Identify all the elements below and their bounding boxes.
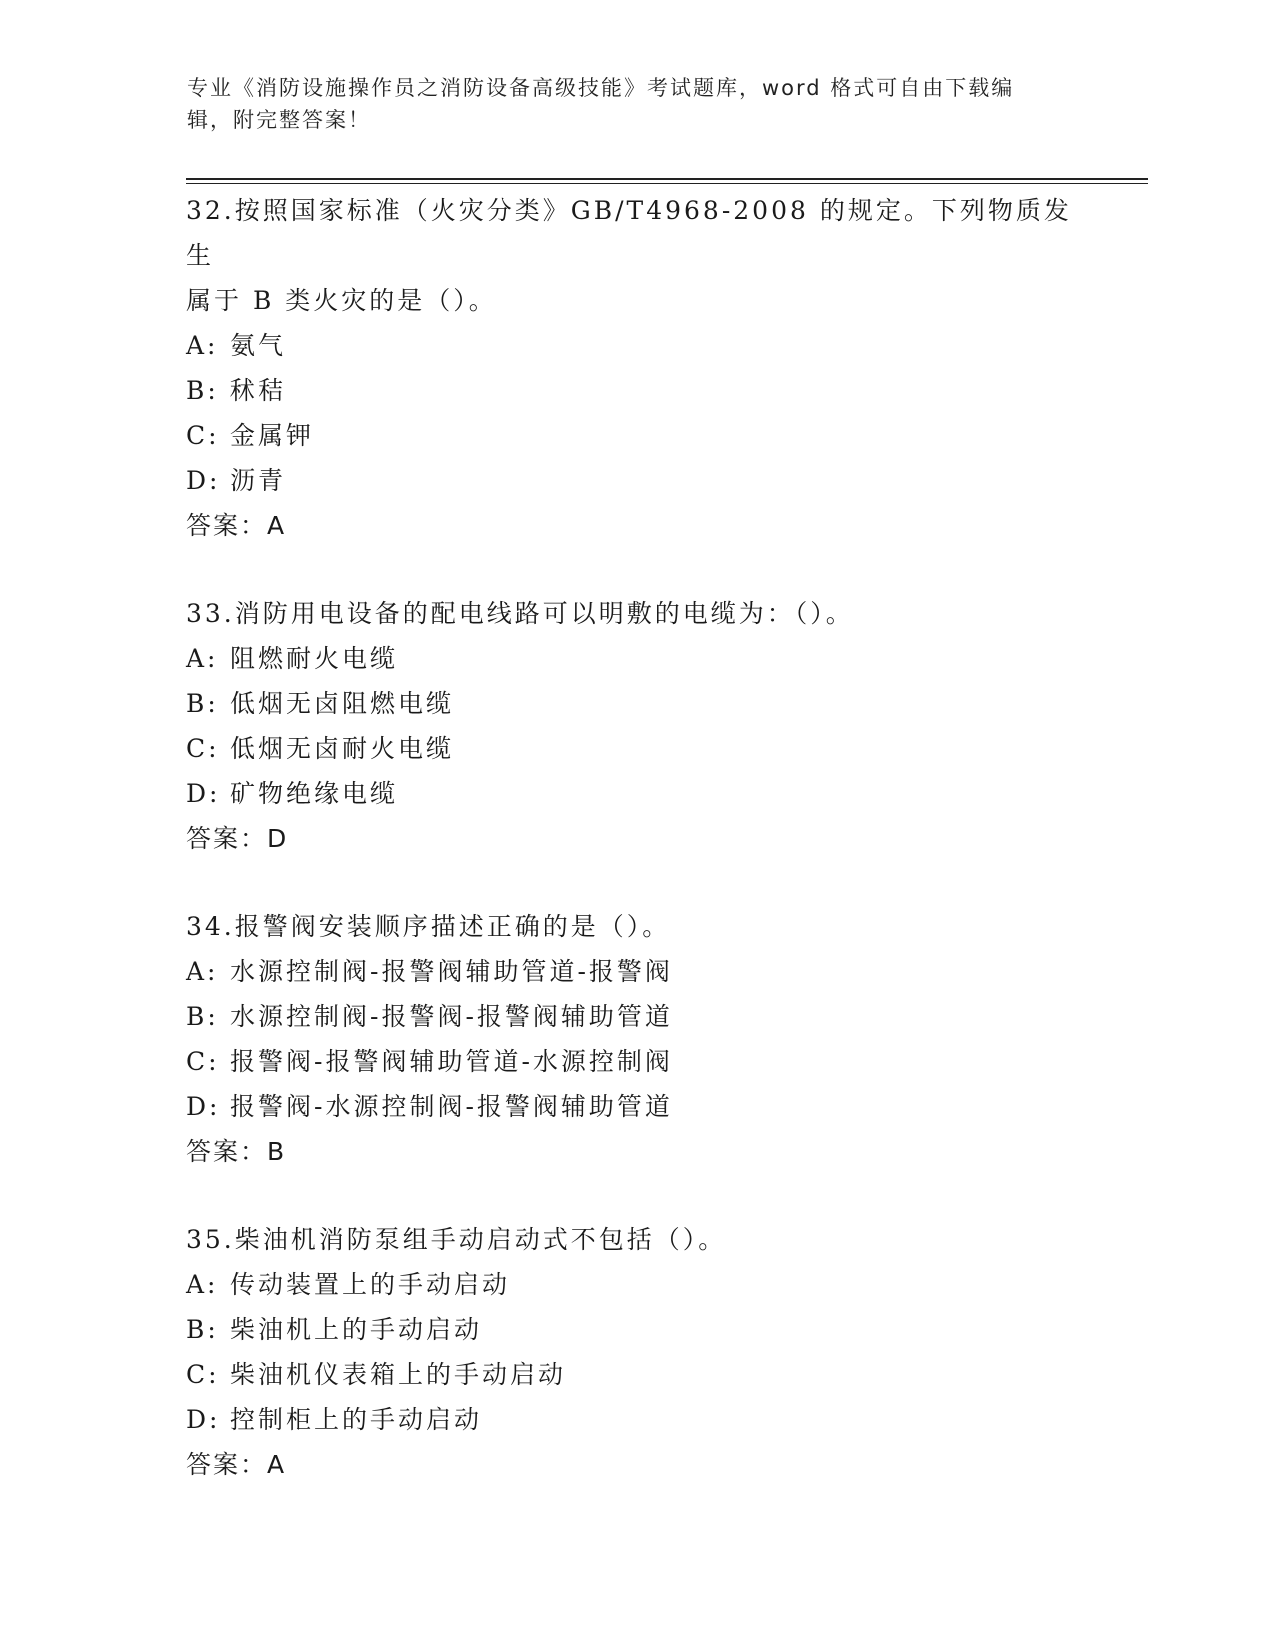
option-key: C:	[186, 421, 220, 450]
question-stem	[186, 591, 1086, 636]
option-key: D:	[186, 466, 221, 495]
option-c	[186, 1039, 1086, 1084]
option-key: B:	[186, 689, 219, 718]
option-key: B:	[186, 1315, 219, 1344]
option-key: C:	[186, 1047, 220, 1076]
option-b	[186, 1307, 1086, 1352]
option-d	[186, 1397, 1086, 1442]
question-list	[186, 188, 1086, 1530]
question-stem	[186, 904, 1086, 949]
option-a	[186, 1262, 1086, 1307]
option-text: 水源控制阀-报警阀辅助管道-报警阀	[230, 957, 673, 986]
option-text: 报警阀-水源控制阀-报警阀辅助管道	[230, 1092, 673, 1121]
option-key: B:	[186, 1002, 219, 1031]
option-key: C:	[186, 734, 220, 763]
option-text: 传动装置上的手动启动	[230, 1270, 511, 1299]
option-text: 低烟无卤阻燃电缆	[230, 689, 455, 718]
option-key: A:	[186, 1270, 219, 1299]
header-line-2: 辑，附完整答案！	[187, 108, 371, 132]
question-stem-line-1: 33.消防用电设备的配电线路可以明敷的电缆为：（）。	[186, 599, 854, 628]
option-text: 柴油机仪表箱上的手动启动	[230, 1360, 567, 1389]
header-line-1: 专业《消防设施操作员之消防设备高级技能》考试题库，word 格式可自由下载编	[187, 76, 1015, 100]
option-text: 秫秸	[230, 376, 287, 405]
option-key: A:	[186, 331, 219, 360]
question-stem	[186, 1217, 1086, 1262]
option-text: 低烟无卤耐火电缆	[230, 734, 455, 763]
option-text: 控制柜上的手动启动	[230, 1405, 483, 1434]
option-text: 氨气	[230, 331, 287, 360]
option-text: 矿物绝缘电缆	[230, 779, 399, 808]
option-c	[186, 1352, 1086, 1397]
answer-line: 答案：A	[186, 1450, 287, 1479]
answer-line: 答案：B	[186, 1137, 287, 1166]
option-c	[186, 726, 1086, 771]
question-34	[186, 904, 1086, 1174]
option-d	[186, 771, 1086, 816]
question-stem-line-1: 35.柴油机消防泵组手动启动式不包括（）。	[186, 1225, 727, 1254]
question-stem-line-2: 属于 B 类火灾的是（）。	[186, 286, 497, 315]
answer-line: 答案：D	[186, 824, 289, 853]
option-text: 金属钾	[230, 421, 315, 450]
question-stem	[186, 188, 1086, 323]
answer-line: 答案：A	[186, 511, 287, 540]
document-header	[187, 72, 1087, 136]
option-a	[186, 949, 1086, 994]
option-key: A:	[186, 957, 219, 986]
option-key: B:	[186, 376, 219, 405]
option-text: 沥青	[230, 466, 287, 495]
option-c	[186, 413, 1086, 458]
option-b	[186, 368, 1086, 413]
option-text: 水源控制阀-报警阀-报警阀辅助管道	[230, 1002, 673, 1031]
option-key: D:	[186, 1092, 221, 1121]
option-d	[186, 458, 1086, 503]
option-text: 阻燃耐火电缆	[230, 644, 399, 673]
option-text: 报警阀-报警阀辅助管道-水源控制阀	[230, 1047, 673, 1076]
question-35	[186, 1217, 1086, 1487]
option-key: A:	[186, 644, 219, 673]
header-divider-thick	[186, 178, 1148, 180]
option-text: 柴油机上的手动启动	[230, 1315, 483, 1344]
question-33	[186, 591, 1086, 861]
question-stem-line-1: 32.按照国家标准（火灾分类》GB/T4968-2008 的规定。下列物质发生	[186, 196, 1072, 270]
option-key: D:	[186, 779, 221, 808]
option-a	[186, 323, 1086, 368]
option-key: D:	[186, 1405, 221, 1434]
question-32	[186, 188, 1086, 548]
option-d	[186, 1084, 1086, 1129]
header-divider-thin	[186, 183, 1148, 184]
option-b	[186, 681, 1086, 726]
option-a	[186, 636, 1086, 681]
question-stem-line-1: 34.报警阀安装顺序描述正确的是（）。	[186, 912, 671, 941]
option-key: C:	[186, 1360, 220, 1389]
option-b	[186, 994, 1086, 1039]
